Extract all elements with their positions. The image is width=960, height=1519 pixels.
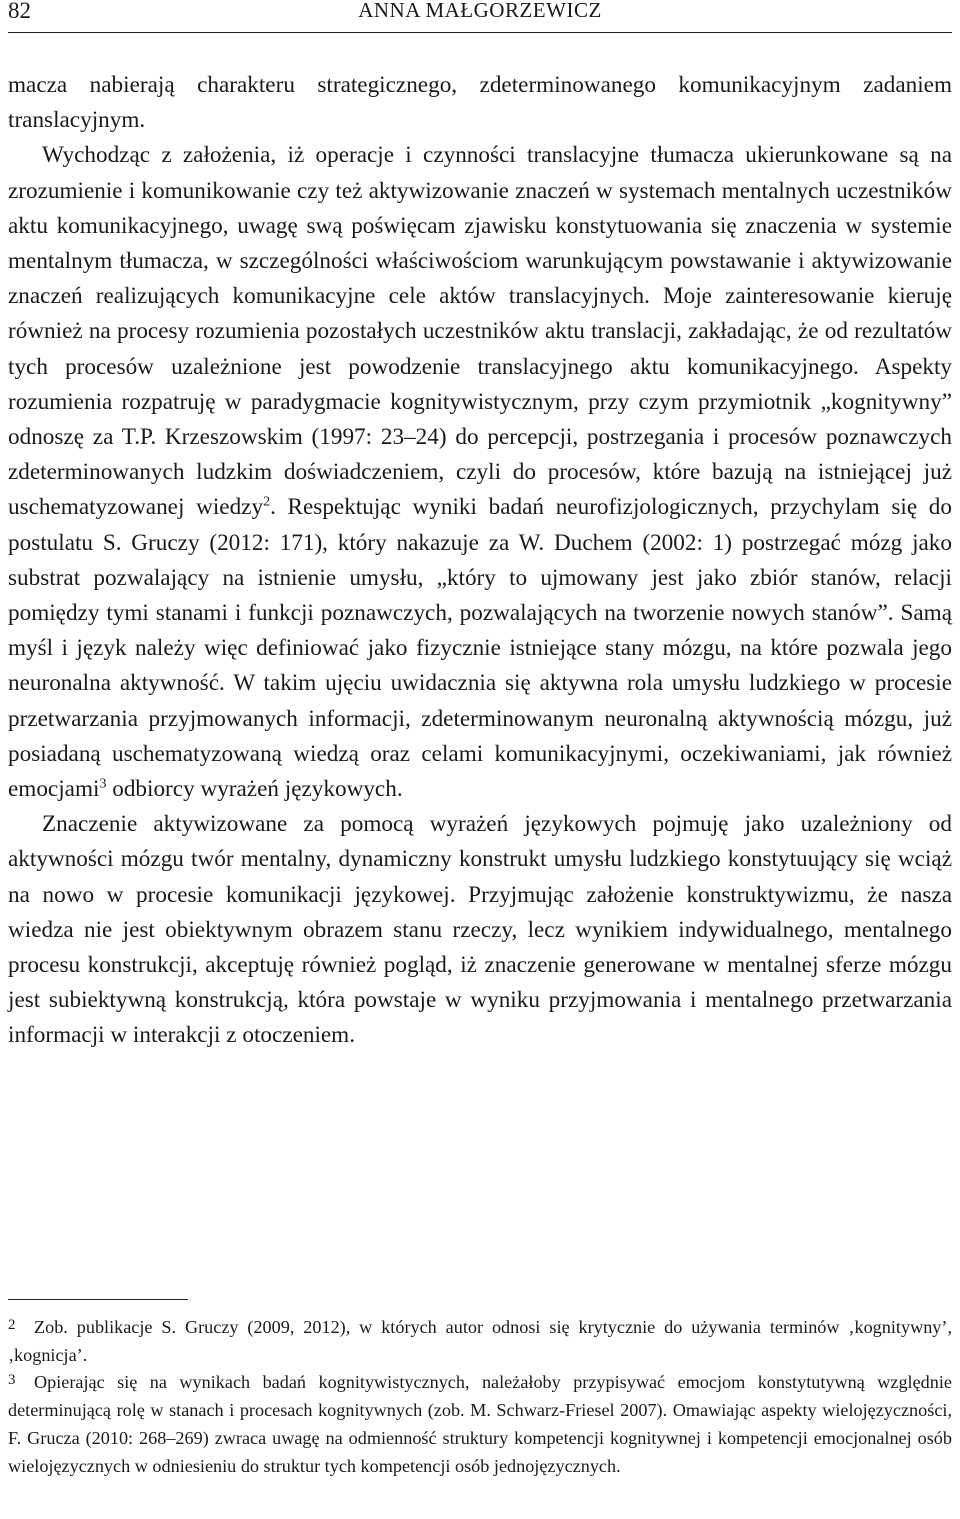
- footnote-rule: [8, 1299, 188, 1300]
- footnote-text: Opierając się na wynikach badań kognitywistycznych, należałoby przypisywać emocjom konstytutywną względnie determinującą rolę w stanach i procesach kognitywnych (zob. M. Schwarz-Friesel 2007). Omawiając aspekty wielojęzyczności, F. Grucza (2010: 268–269) zwraca uwagę na odmienność struktury kompetencji kognitywnej i kompetencji emocjonalnej osób wielojęzycznych w odniesieniu do struktur tych kompetencji osób jednojęzycznych.: [8, 1372, 952, 1476]
- running-title: ANNA MAŁGORZEWICZ: [358, 0, 602, 22]
- paragraph-cognitive-approach: Wychodząc z założenia, iż operacje i czynności translacyjne tłumacza ukierunkowane są na zrozumienie i komunikowanie czy też aktywizowanie znaczeń w systemach mentalnych uczestników aktu komunikacyjnego, uwagę swą poświęcam zjawisku konstytuowania się znaczenia w systemie mentalnym tłumacza, w szczególności właściwościom warunkującym powstawanie i aktywizowanie znaczeń realizujących komunikacyjne cele aktów translacyjnych. Moje zainteresowanie kieruję również na procesy rozumienia pozostałych uczestników aktu translacji, zakładając, że od rezultatów tych procesów uzależnione jest powodzenie translacyjnego aktu komunikacyjnego. Aspekty rozumienia rozpatruję w paradygmacie kognitywistycznym, przy czym przymiotnik „kognitywny” odnoszę za T.P. Krzeszowskim (1997: 23–24) do percepcji, postrzegania i procesów poznawczych zdeterminowanych ludzkim doświadczeniem, czyli do procesów, które bazują na istniejącej już uschematyzowanej wiedzy$^2$. Respektując wyniki badań neurofizjologicznych, przychylam się do postulatu S. Gruczy (2012: 171), który nakazuje za W. Duchem (2002: 1) postrzegać mózg jako substrat pozwalający na istnienie umysłu, „który to ujmowany jest jako zbiór stanów, relacji pomiędzy tymi stanami i funkcji poznawczych, pozwalających na tworzenie nowych stanów”. Samą myśl i język należy więc definiować jako fizycznie istniejące stany mózgu, na które pozwala jego neuronalna aktywność. W takim ujęciu uwidacznia się aktywna rola umysłu ludzkiego w procesie przetwarzania przyjmowanych informacji, zdeterminowanym neuronalną aktywnością mózgu, już posiadaną uschematyzowaną wiedzą oraz celami komunikacyjnymi, oczekiwaniami, jak również emocjami$^3$ odbiorcy wyrażeń językowych.: [8, 142, 952, 803]
- header-rule: [8, 32, 952, 33]
- footnote-number: 3: [8, 1372, 16, 1389]
- footnote-text: Zob. publikacje S. Gruczy (2009, 2012), w których autor odnosi się krytycznie do używania terminów ‚kognitywny’, ‚kognicja’.: [8, 1317, 952, 1365]
- footnote-ref-3[interactable]: 3: [99, 776, 107, 792]
- footnote-2: [8, 1314, 952, 1369]
- footnotes: [8, 1314, 952, 1480]
- footnote-number: 2: [8, 1317, 16, 1333]
- footnote-3: [8, 1369, 952, 1480]
- paragraph-meaning-construction: Znaczenie aktywizowane za pomocą wyrażeń językowych pojmuję jako uzależniony od aktywności mózgu twór mentalny, dynamiczny konstrukt umysłu ludzkiego konstytuujący się wciąż na nowo w procesie komunikacji językowej. Przyjmując założenie konstruktywizmu, że nasza wiedza nie jest obiektywnym obrazem stanu rzeczy, lecz wynikiem indywidualnego, mentalnego procesu konstrukcji, akceptuję również pogląd, iż znaczenie generowane w mentalnej sferze mózgu jest subiektywną konstrukcją, która powstaje w wyniku przyjmowania i mentalnego przetwarzania informacji w interakcji z otoczeniem.: [8, 811, 952, 1049]
- footnote-ref-2[interactable]: 2: [263, 494, 271, 510]
- paragraph-continued: macza nabierają charakteru strategicznego, zdeterminowanego komunikacyjnym zadaniem translacyjnym.: [8, 72, 952, 134]
- page-header: [8, 0, 952, 32]
- page-number: 82: [8, 0, 31, 23]
- body-text: [8, 68, 952, 1054]
